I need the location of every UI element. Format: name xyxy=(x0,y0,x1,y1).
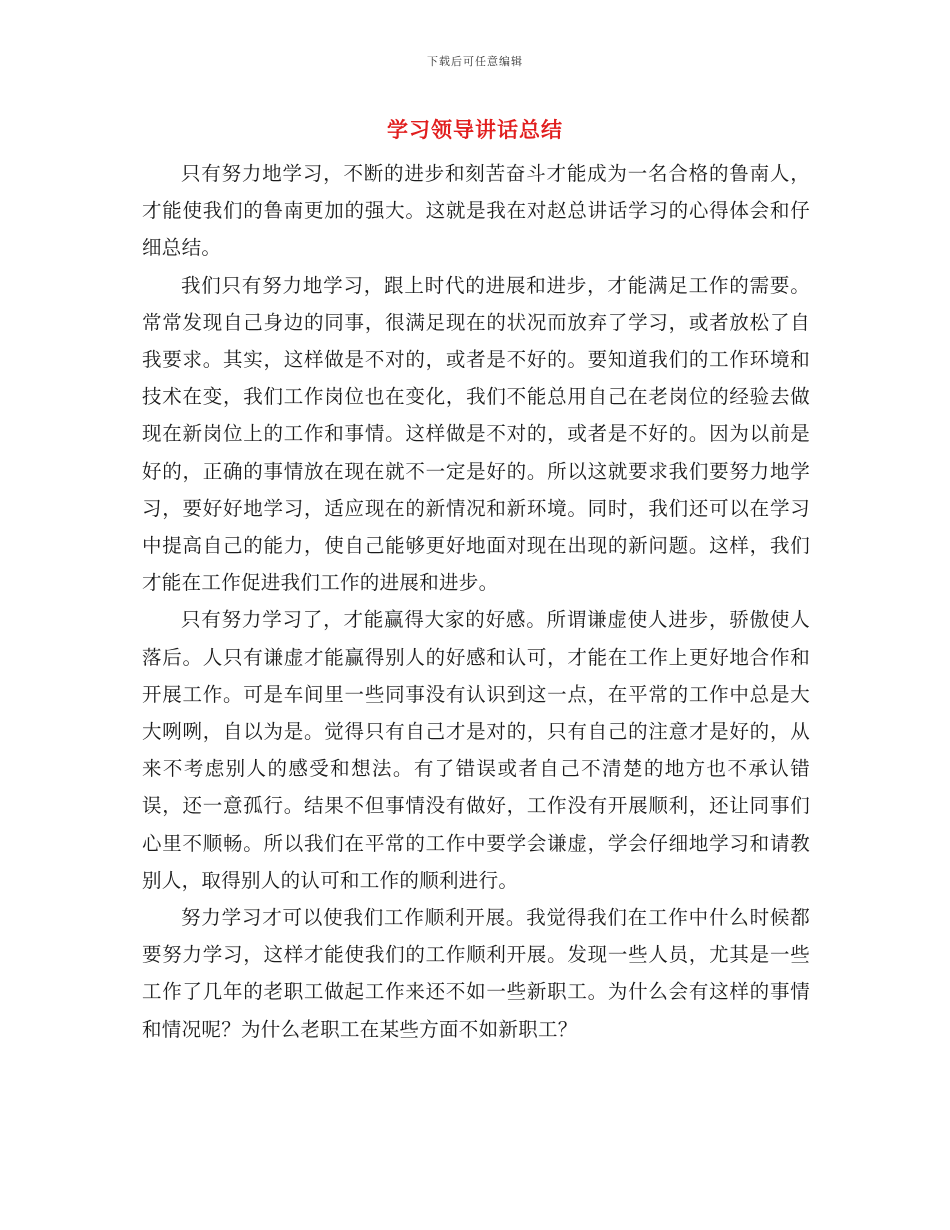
document-title: 学习领导讲话总结 xyxy=(387,118,563,142)
paragraph: 我们只有努力地学习，跟上时代的进展和进步，才能满足工作的需要。常常发现自己身边的同事，很满足现在的状况而放弃了学习，或者放松了自我要求。其实，这样做是不对的，或者是不好的。要知道我们的工作环境和技术在变，我们工作岗位也在变化，我们不能总用自己在老岗位的经验去做现在新岗位上的工作和事情。这样做是不对的，或者是不好的。因为以前是好的，正确的事情放在现在就不一定是好的。所以这就要求我们要努力地学习，要好好地学习，适应现在的新情况和新环境。同时，我们还可以在学习中提高自己的能力，使自己能够更好地面对现在出现的新问题。这样，我们才能在工作促进我们工作的进展和进步。 xyxy=(142,273,810,595)
paragraph: 只有努力学习了，才能赢得大家的好感。所谓谦虚使人进步，骄傲使人落后。人只有谦虚才能赢得别人的好感和认可，才能在工作上更好地合作和开展工作。可是车间里一些同事没有认识到这一点，在平常的工作中总是大大咧咧，自以为是。觉得只有自己才是对的，只有自己的注意才是好的，从来不考虑别人的感受和想法。有了错误或者自己不清楚的地方也不承认错误，还一意孤行。结果不但事情没有做好，工作没有开展顺利，还让同事们心里不顺畅。所以我们在平常的工作中要学会谦虚，学会仔细地学习和请教别人，取得别人的认可和工作的顺利进行。 xyxy=(142,608,810,892)
page-header: 下载后可任意编辑 xyxy=(427,55,523,68)
paragraph: 努力学习才可以使我们工作顺利开展。我觉得我们在工作中什么时候都要努力学习，这样才能使我们的工作顺利开展。发现一些人员，尤其是一些工作了几年的老职工做起工作来还不如一些新职工。为什么会有这样的事情和情况呢？为什么老职工在某些方面不如新职工？ xyxy=(142,906,810,1041)
paragraph: 只有努力地学习，不断的进步和刻苦奋斗才能成为一名合格的鲁南人，才能使我们的鲁南更加的强大。这就是我在对赵总讲话学习的心得体会和仔细总结。 xyxy=(142,162,810,260)
document-body xyxy=(142,155,810,1048)
